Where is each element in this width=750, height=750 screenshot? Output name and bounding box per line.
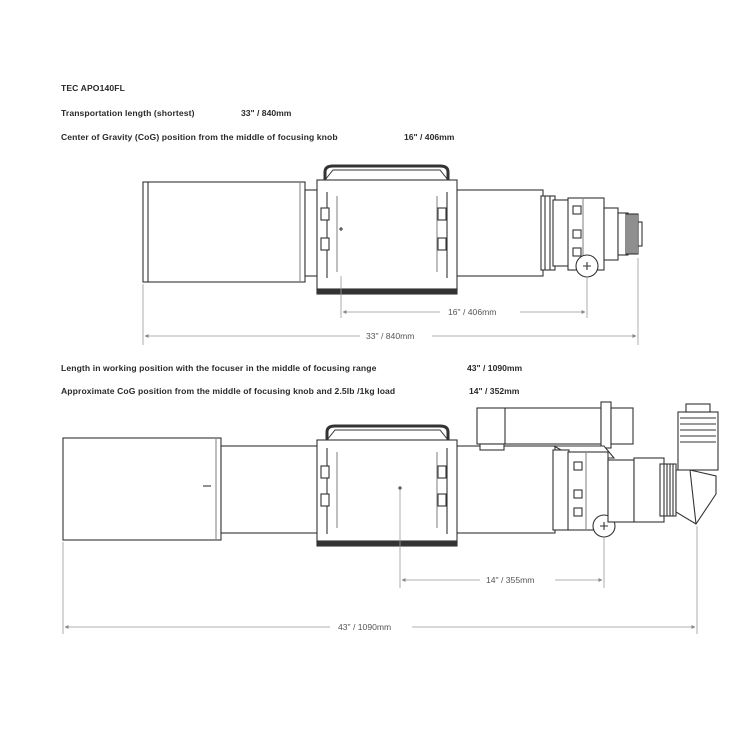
dew-shield xyxy=(143,182,305,282)
diagram-title: TEC APO140FL xyxy=(61,83,125,93)
finder-scope xyxy=(477,408,601,444)
transport-length-label: Transportation length (shortest) xyxy=(61,108,195,118)
working-length-value: 43" / 1090mm xyxy=(467,363,523,373)
bottom-cog-dimension: 14" / 355mm xyxy=(486,575,535,585)
star-diagonal xyxy=(676,470,716,524)
cog-transport-label: Center of Gravity (CoG) position from the middle of focusing knob xyxy=(61,132,338,142)
telescope-transport-drawing xyxy=(143,166,642,294)
eyepiece xyxy=(678,412,718,470)
tube-rings xyxy=(317,440,457,542)
cog-working-value: 14" / 352mm xyxy=(469,386,520,396)
top-length-dimension: 33" / 840mm xyxy=(366,331,415,341)
telescope-working-drawing xyxy=(63,402,718,546)
cog-working-label: Approximate CoG position from the middle of focusing knob and 2.5lb /1kg load xyxy=(61,386,396,396)
bottom-length-dimension: 43" / 1090mm xyxy=(338,622,392,632)
working-length-label: Length in working position with the focuser in the middle of focusing range xyxy=(61,363,377,373)
cog-transport-value: 16" / 406mm xyxy=(404,132,455,142)
top-cog-dimension: 16" / 406mm xyxy=(448,307,497,317)
dew-shield xyxy=(63,438,221,540)
transport-length-value: 33" / 840mm xyxy=(241,108,292,118)
tube-rings xyxy=(317,180,457,290)
